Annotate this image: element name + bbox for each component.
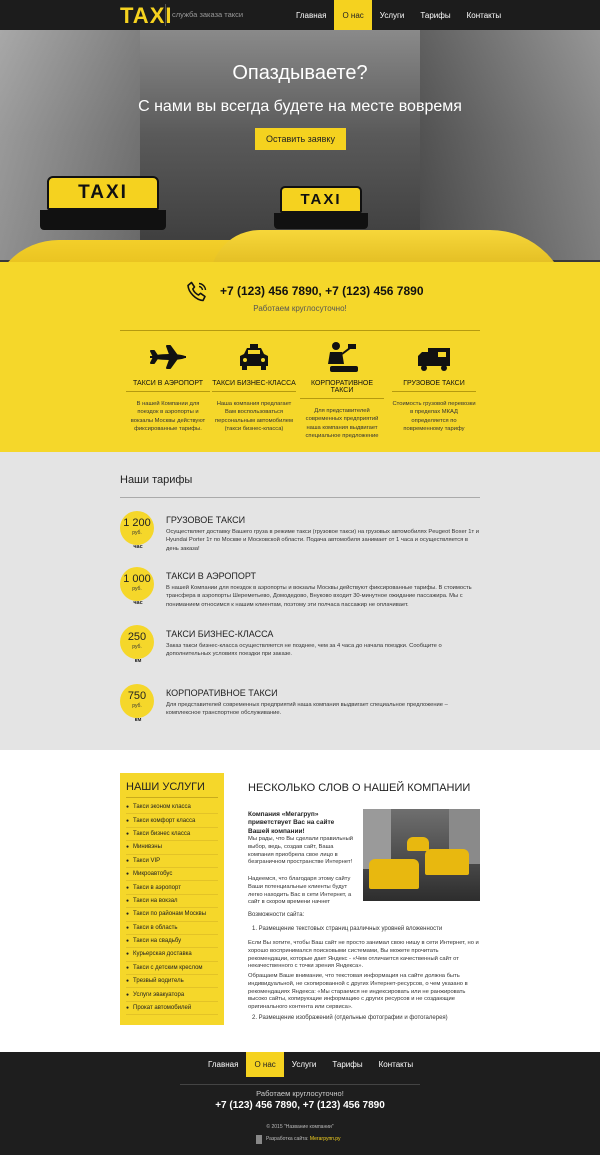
nav-contacts[interactable]: Контакты [466, 10, 502, 20]
price-value: 1 200 [123, 517, 151, 529]
price-currency: руб. [132, 644, 142, 650]
request-button[interactable]: Оставить заявку [255, 128, 346, 150]
divider [180, 1084, 420, 1085]
footer-nav-about[interactable]: О нас [246, 1052, 283, 1077]
footer-nav-tariffs[interactable]: Тарифы [332, 1060, 363, 1069]
bullet-icon: ● [126, 897, 130, 904]
price-value: 250 [127, 631, 147, 643]
tariffs-heading: Наши тарифы [120, 474, 193, 486]
service-cargo[interactable] [392, 340, 476, 434]
service-title: ГРУЗОВОЕ ТАКСИ [392, 380, 476, 392]
sidebar-item-label: Такси в область [133, 924, 178, 931]
about-paragraph: Мы рады, что Вы сделали правильный выбор, ведь, создав сайт, Ваша компания приобрела свое лицо в безграничном пространстве Интернет! [248, 836, 353, 866]
sidebar-item-label: Микроавтобус [133, 871, 173, 878]
service-title: ТАКСИ В АЭРОПОРТ [126, 380, 210, 392]
taxi-sign-base-left [40, 210, 166, 230]
price-currency: руб. [132, 530, 142, 536]
price-currency: руб. [132, 586, 142, 592]
sidebar-item-label: Такси VIP [133, 857, 161, 864]
price-badge [120, 511, 154, 545]
service-airport[interactable] [126, 340, 210, 434]
contact-hours: Работаем круглосуточно! [253, 304, 347, 313]
sidebar-item[interactable] [126, 962, 218, 975]
corporate-taxi-icon [322, 340, 362, 374]
photo-taxi [425, 849, 469, 875]
developer-credit [266, 1136, 341, 1142]
bullet-icon: ● [126, 911, 130, 918]
footer-hours: Работаем круглосуточно! [256, 1089, 344, 1098]
taxi-car-right [210, 230, 570, 262]
price-value: 1 000 [123, 573, 151, 585]
sidebar-item[interactable] [126, 988, 218, 1001]
price-badge [120, 567, 154, 601]
price-currency: руб. [132, 703, 142, 709]
taxi-sign-base-right [274, 213, 368, 229]
sidebar-item-label: Такси по районам Москвы [133, 911, 207, 918]
feature-item: 2. Размещение изображений (отдельные фотографии и фотогалерея) [252, 1015, 448, 1021]
main-nav [288, 0, 509, 30]
footer-nav-home[interactable]: Главная [208, 1060, 239, 1069]
photo-taxi [369, 859, 419, 889]
nav-about[interactable]: О нас [334, 0, 371, 30]
sidebar-item-label: Такси эконом класса [133, 804, 191, 811]
bullet-icon: ● [126, 978, 130, 985]
sidebar-item[interactable] [126, 828, 218, 841]
bullet-icon: ● [126, 857, 130, 864]
price-value: 750 [127, 690, 147, 702]
sidebar-item-label: Трезвый водитель [133, 978, 184, 985]
sidebar-item[interactable] [126, 895, 218, 908]
service-text: В нашей Компании для поездок в аэропорты и вокзалы Москвы действуют фиксированные тарифы. [130, 401, 206, 433]
bullet-icon: ● [126, 938, 130, 945]
tariff-title: КОРПОРАТИВНОЕ ТАКСИ [166, 688, 278, 698]
tariff-description: Заказ такси бизнес-класса осуществляется не позднее, чем за 4 часа до начала поездки. Сообщите о дополнительных условиях поездки при заказе. [166, 643, 442, 658]
nav-services[interactable]: Услуги [379, 10, 405, 20]
sidebar-item-label: Услуги эвакуатора [133, 991, 185, 998]
bullet-icon: ● [126, 844, 130, 851]
airplane-icon [148, 340, 188, 374]
tariff-description: Для представителей современных предприятий наша компания выдвигает специальное предложение – комплексное транспортное обслуживание. [166, 702, 448, 717]
divider [120, 497, 480, 498]
bullet-icon: ● [126, 884, 130, 891]
service-title: ТАКСИ БИЗНЕС-КЛАССА [212, 380, 296, 392]
about-paragraph: Обращаем Ваше внимание, что текстовая информация на сайте должна быть индивидуальной, не скопированной с других Интернет-ресурсов, о чем указано в рекомендациях Яндекса: «Мы стараемся не индексировать или не ранжировать высоко сайты, копирующие информацию с других ресурсов и не создающие оригинального контента или сервиса». [248, 973, 468, 1011]
bullet-icon: ● [126, 1005, 130, 1012]
sidebar-heading: НАШИ УСЛУГИ [126, 781, 218, 798]
sidebar-item-label: Такси бизнес класса [133, 830, 191, 837]
bullet-icon: ● [126, 871, 130, 878]
taxi-sign-right: TAXI [280, 186, 362, 213]
bullet-icon: ● [126, 817, 130, 824]
sidebar-item-label: Прокат автомобилей [133, 1005, 192, 1012]
footer-nav-contacts[interactable]: Контакты [378, 1060, 414, 1069]
bullet-icon: ● [126, 804, 130, 811]
service-corporate[interactable] [300, 340, 384, 441]
tariff-title: ТАКСИ БИЗНЕС-КЛАССА [166, 629, 274, 639]
service-text: Наша компания предлагает Вам воспользоваться персональным автомобилем (такси бизнес-класса) [215, 401, 293, 433]
sidebar-item[interactable] [126, 881, 218, 894]
about-title: НЕСКОЛЬКО СЛОВ О НАШЕЙ КОМПАНИИ [248, 782, 471, 794]
tagline: служба заказа такси [165, 4, 243, 26]
services-sidebar [120, 773, 224, 1025]
sidebar-item-label: Курьерская доставка [133, 951, 192, 958]
developer-logo-icon [256, 1135, 262, 1144]
footer-nav [200, 1052, 421, 1077]
copyright: © 2015 "Название компании" [266, 1124, 334, 1130]
about-greeting: Компания «Мегагруп» приветствует Вас на сайте Вашей компании! [248, 811, 335, 835]
sidebar-item-label: Такси на вокзал [133, 897, 178, 904]
developer-label: Разработка сайта: [266, 1136, 309, 1142]
truck-icon [414, 340, 454, 374]
divider [120, 330, 480, 331]
hero-subtitle: С нами вы всегда будете на месте вовремя [138, 98, 462, 115]
sidebar-item-label: Такси комфорт класса [133, 817, 196, 824]
price-unit: час [133, 600, 143, 606]
price-badge [120, 625, 154, 659]
price-unit: км [134, 717, 142, 723]
tariff-title: ТАКСИ В АЭРОПОРТ [166, 571, 256, 581]
footer-nav-services[interactable]: Услуги [291, 1060, 317, 1069]
sidebar-item[interactable] [126, 935, 218, 948]
nav-home[interactable]: Главная [296, 10, 327, 20]
phone-icon [185, 280, 209, 304]
sidebar-item[interactable] [126, 801, 218, 814]
sidebar-item[interactable] [126, 814, 218, 827]
sidebar-item[interactable] [126, 975, 218, 988]
sidebar-item-label: Минивэны [133, 844, 162, 851]
developer-link[interactable]: Мегагрупп.ру [309, 1136, 341, 1142]
taxi-sign-left: TAXI [47, 176, 159, 210]
taxi-street-photo [363, 809, 480, 901]
logo[interactable]: TAXI [120, 3, 173, 28]
service-text: Для представителей современных предприятий наша компания выдвигает специальное предложение [305, 408, 379, 440]
sidebar-item[interactable] [126, 868, 218, 881]
contact-phones[interactable]: +7 (123) 456 7890, +7 (123) 456 7890 [220, 284, 424, 298]
price-unit: км [134, 658, 142, 664]
tariff-title: ГРУЗОВОЕ ТАКСИ [166, 515, 246, 525]
bullet-icon: ● [126, 964, 130, 971]
bullet-icon: ● [126, 830, 130, 837]
nav-tariffs[interactable]: Тарифы [420, 10, 451, 20]
service-title: КОРПОРАТИВНОЕ ТАКСИ [300, 380, 384, 399]
business-car-icon [234, 340, 274, 374]
price-badge [120, 684, 154, 718]
sidebar-item-label: Такси на свадьбу [133, 938, 182, 945]
hero-title: Опаздываете? [232, 62, 368, 84]
service-business[interactable] [212, 340, 296, 434]
bullet-icon: ● [126, 951, 130, 958]
sidebar-item[interactable] [126, 922, 218, 935]
sidebar-item[interactable] [126, 948, 218, 961]
sidebar-item-label: Такси в аэропорт [133, 884, 181, 891]
sidebar-item[interactable] [126, 908, 218, 921]
sidebar-item-label: Такси с детским креслом [133, 964, 203, 971]
service-text: Стоимость грузовой перевозки в пределах МКАД определяется по повременному тарифу [392, 401, 476, 433]
sidebar-item[interactable] [126, 841, 218, 854]
about-paragraph: Если Вы хотите, чтобы Ваш сайт не просто занимал свою нишу в сети Интернет, но и хорошо воспринимался поисковыми системами, Вы можете прочитать рекомендации, которые дает Яндекс - «Чем отличается качественный сайт от некачественного с точки зрения Яндекса». [248, 940, 479, 970]
sidebar-item[interactable] [126, 1002, 218, 1015]
tariff-description: Осуществляет доставку Вашего груза в режиме такси (грузовое такси) на грузовых автомобилях Peugeot Boxer 1т и Hyundai Porter 1т по Москве и Московской области. Подача автомобиля занимает от 1 часа и осуществляется в день заказа! [166, 529, 480, 552]
features-label: Возможности сайта: [248, 912, 305, 918]
bullet-icon: ● [126, 924, 130, 931]
tariff-description: В нашей Компании для поездок в аэропорты и вокзалы Москвы действуют фиксированные тарифы. В стоимость трансфера в аэропорты Шереметьево, Домодедово, Внуково входит 30-минутное ожидание пассажира. Мы с пониманием относимся к нашим клиентам, поэтому эти полчаса пассажир не оплачивает. [166, 585, 472, 608]
bullet-icon: ● [126, 991, 130, 998]
footer-phones[interactable]: +7 (123) 456 7890, +7 (123) 456 7890 [215, 1100, 385, 1111]
price-unit: час [133, 544, 143, 550]
about-paragraph: Надеемся, что благодаря этому сайту Ваши потенциальные клиенты будут легко находить Вас в сети Интернет, а сайт в скором времени начнет [248, 876, 352, 906]
feature-item: 1. Размещение текстовых страниц различных уровней вложенности [252, 926, 443, 932]
sidebar-item[interactable] [126, 855, 218, 868]
photo-taxi [407, 837, 429, 851]
